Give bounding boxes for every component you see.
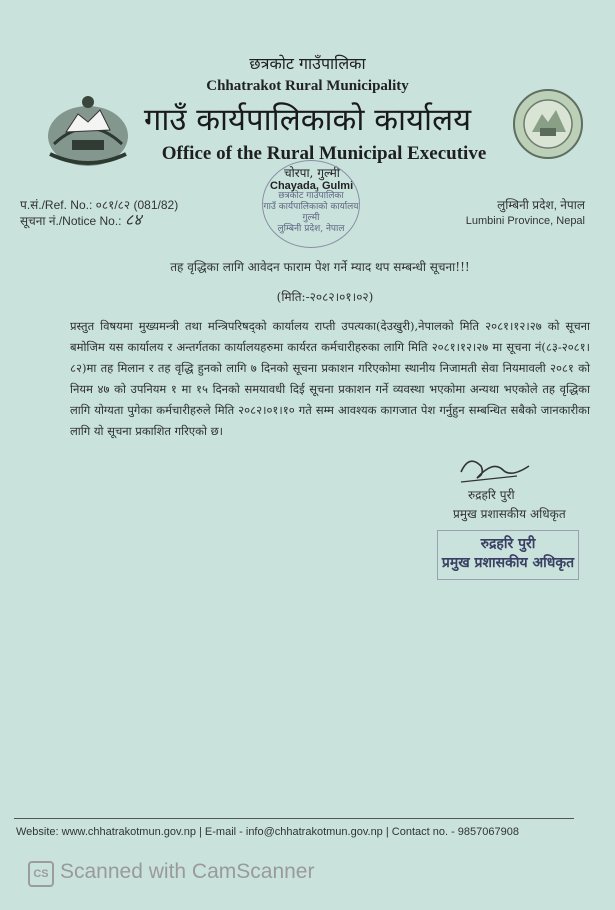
reference-block: [20, 197, 178, 229]
signatory-title: प्रमुख प्रशासकीय अधिकृत: [453, 507, 566, 521]
notice-date: (मिति:-२०८२।०१।०२): [276, 290, 374, 304]
seal-name: रुद्रहरि पुरी: [480, 536, 536, 552]
footer-contact: Website: www.chhatrakotmun.gov.np | E-mail - info@chhatrakotmun.gov.np | Contact no. - 9857067908: [16, 826, 519, 838]
office-title-en: Office of the Rural Municipal Executive: [161, 143, 487, 164]
municipality-name-np: छत्रकोट गाउँपालिका: [249, 54, 366, 73]
stamp-line: छत्रकोट गाउँपालिका: [278, 191, 344, 201]
municipality-name-en: Chhatrakot Rural Municipality: [206, 78, 409, 94]
office-title-np: गाउँ कार्यपालिकाको कार्यालय: [143, 102, 472, 138]
signatory-name: रुद्रहरि पुरी: [468, 488, 515, 502]
notice-body: प्रस्तुत विषयमा मुख्यमन्त्री तथा मन्त्रिपरिषद्को कार्यालय राप्ती उपत्यका(देउखुरी),नेपालको मिति २०८१।१२।२७ को सूचना बमोजिम यस कार्यालय र अन्तर्गतका कार्यालयहरुमा कार्यरत कर्मचारीहरुका लागि मिति २०८१।१२।२७ मा सूचना नं(८३-२०८१।८२)मा तह मिलान र तह वृद्धि हुनको लागि ७ दिनको सूचना प्रकाशन गरिएकोमा स्थानीय निजामती सेवा नियमावली २०८१ को नियम ४७ को उपनियम १ मा १५ दिनको समयावधी दिई सूचना प्रकाशन गर्ने व्यवस्था भएकोमा अन्यथा भएकोले तह वृद्धिका लागि योग्यता पुगेका कर्मचारीहरुले मिति २०८२।०१।१० गते सम्म आवश्यक कागजात पेश गर्नुहुन सम्बन्धित सबैको जानकारीका लागि यो सूचना प्रकाशित गरिएको छ।: [70, 319, 590, 438]
camscanner-watermark: Scanned with CamScanner: [60, 860, 315, 883]
ref-row: [20, 197, 178, 213]
stamp-line: गुल्मी: [302, 213, 320, 223]
ref-label: प.सं./Ref. No.:: [20, 198, 93, 212]
signatory-seal: [437, 530, 579, 580]
notice-label: सूचना नं./Notice No.:: [20, 214, 122, 228]
place-np: चोरपा, गुल्मी: [284, 166, 340, 180]
camscanner-icon: CS: [28, 861, 54, 887]
stamp-line: गाउँ कार्यपालिकाको कार्यालय: [263, 202, 359, 212]
province-np: लुम्बिनी प्रदेश, नेपाल: [497, 198, 585, 212]
footer-divider: [14, 818, 574, 819]
office-stamp: [262, 160, 360, 248]
ref-value: ०८१/८२ (081/82): [95, 198, 179, 212]
notice-subject: तह वृद्धिका लागि आवेदन फाराम पेश गर्ने म्याद थप सम्बन्धी सूचना!!!: [170, 260, 470, 274]
stamp-line: लुम्बिनी प्रदेश, नेपाल: [277, 224, 345, 234]
province-en: Lumbini Province, Nepal: [465, 215, 585, 227]
place-en: Chayada, Gulmi: [270, 180, 354, 192]
province-block: [466, 197, 585, 229]
notice-row: [20, 213, 178, 229]
notice-value: ८४: [124, 212, 142, 229]
seal-title: प्रमुख प्रशासकीय अधिकृत: [441, 555, 575, 571]
